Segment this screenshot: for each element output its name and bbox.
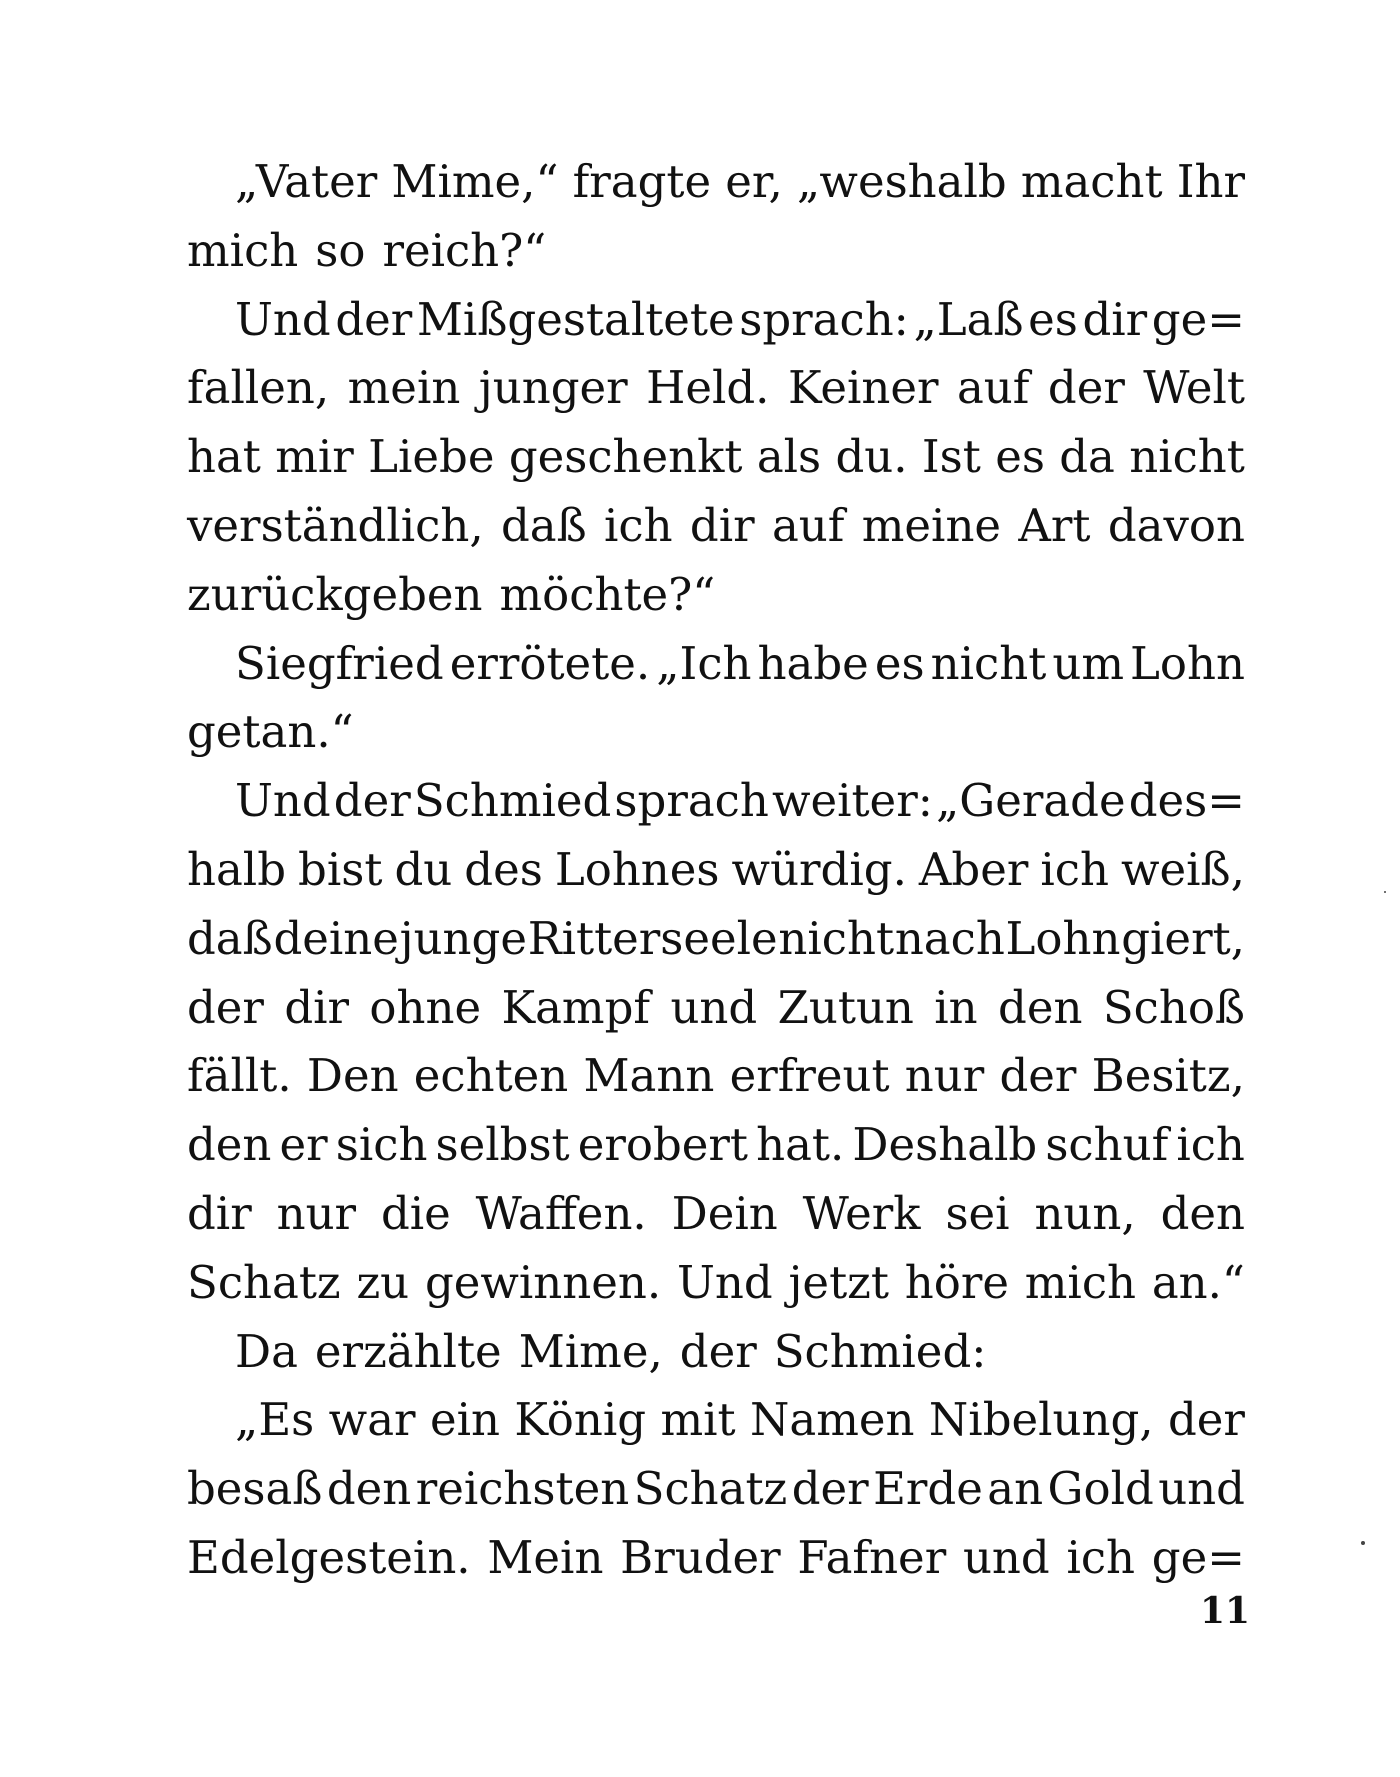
word: hat.: [756, 1118, 845, 1172]
word: echten: [413, 1049, 569, 1103]
word: reichsten: [415, 1462, 630, 1516]
word: dir: [284, 980, 350, 1034]
word: Mann: [583, 1049, 715, 1103]
word: den: [1160, 1186, 1245, 1240]
word: so: [315, 223, 366, 277]
word: Und: [235, 774, 331, 828]
word: selbst: [435, 1118, 570, 1172]
word: „Gerade: [935, 774, 1126, 828]
ink-speck: [1361, 1541, 1365, 1545]
word: war: [328, 1393, 416, 1447]
word: nicht: [930, 636, 1047, 690]
word: Schmied:: [773, 1324, 987, 1378]
word: daß: [187, 911, 273, 965]
word: nun,: [1034, 1186, 1136, 1240]
word: Aber: [918, 842, 1029, 896]
word: Dein: [671, 1186, 778, 1240]
word: mir: [275, 430, 354, 484]
word: des: [464, 842, 543, 896]
word: König: [514, 1393, 647, 1447]
word: erobert: [577, 1118, 749, 1172]
word: an.“: [1151, 1255, 1245, 1309]
word: Schatz: [187, 1255, 341, 1309]
word: mich: [1024, 1255, 1137, 1309]
word: Und: [235, 292, 331, 346]
word: der: [1047, 361, 1125, 415]
word: Da: [235, 1324, 298, 1378]
word: Edelgestein.: [187, 1530, 471, 1584]
word: Ist: [921, 430, 981, 484]
word: mich: [187, 223, 299, 277]
word: sich: [335, 1118, 428, 1172]
word: „Vater: [235, 155, 378, 208]
word: Held.: [646, 361, 770, 415]
word: erfreut: [729, 1049, 890, 1103]
word: weiß,: [1121, 842, 1245, 896]
text-line: [187, 905, 1245, 974]
word: ge=: [1151, 1530, 1245, 1584]
word: nur: [904, 1049, 985, 1103]
word: sprach:: [739, 292, 909, 346]
word: der: [335, 292, 413, 346]
word: „Laß: [913, 292, 1024, 346]
word: Schoß: [1102, 980, 1245, 1034]
word: „weshalb: [796, 155, 1007, 208]
word: mein: [347, 361, 461, 415]
word: die: [380, 1186, 451, 1240]
word: in: [934, 980, 978, 1034]
text-line: [187, 698, 1245, 767]
word: und: [670, 980, 758, 1034]
word: Art: [1018, 498, 1091, 552]
word: der: [333, 774, 411, 828]
word: er,: [725, 155, 783, 208]
word: Ritterseele: [527, 911, 778, 965]
word: es: [874, 636, 925, 690]
word: fällt.: [187, 1049, 292, 1103]
word: möchte?“: [499, 567, 716, 621]
word: er: [279, 1118, 328, 1172]
word: ich: [1040, 842, 1109, 896]
word: Siegfried: [235, 636, 444, 690]
word: auf: [771, 498, 845, 552]
text-line: [187, 1386, 1245, 1455]
word: besaß: [187, 1462, 323, 1516]
word: nur: [276, 1186, 357, 1240]
word: ohne: [369, 980, 482, 1034]
word: Nibelung,: [928, 1393, 1154, 1447]
word: Zutun: [777, 980, 914, 1034]
word: Lohn: [1130, 636, 1245, 690]
word: sprach: [614, 774, 769, 828]
word: hat: [187, 430, 261, 484]
word: Ihr: [1176, 155, 1245, 208]
word: nach: [894, 911, 1005, 965]
word: dir: [187, 1186, 252, 1240]
word: daß: [500, 498, 587, 552]
word: habe: [757, 636, 869, 690]
word: an: [987, 1462, 1044, 1516]
text-line: [187, 492, 1245, 561]
text-line: [187, 286, 1245, 355]
word: schuf: [1045, 1118, 1169, 1172]
word: der: [679, 1324, 757, 1378]
word: fragte: [572, 155, 712, 208]
word: Kampf: [501, 980, 651, 1034]
word: Lohnes: [554, 842, 720, 896]
text-line: [187, 1524, 1245, 1593]
word: „Es: [235, 1393, 315, 1447]
word: Mime,: [518, 1324, 663, 1378]
word: den: [326, 1462, 412, 1516]
word: Und: [676, 1255, 773, 1309]
word: Erde: [873, 1462, 983, 1516]
word: bist: [298, 842, 383, 896]
word: jetzt: [788, 1255, 889, 1309]
word: dir: [1082, 292, 1148, 346]
word: der: [791, 1462, 869, 1516]
word: du: [394, 842, 453, 896]
word: Keiner: [787, 361, 939, 415]
text-line: [187, 1042, 1245, 1111]
text-line: [187, 974, 1245, 1043]
word: der: [187, 980, 264, 1034]
text-line: [187, 836, 1245, 905]
word: Den: [306, 1049, 399, 1103]
word: Mime,“: [391, 155, 559, 208]
word: es: [1028, 292, 1078, 346]
word: deine: [273, 911, 399, 965]
text-line: [187, 148, 1245, 217]
text-line: [187, 423, 1245, 492]
word: dir: [689, 498, 755, 552]
word: meine: [861, 498, 1002, 552]
word: es: [995, 430, 1045, 484]
word: reich?“: [382, 223, 547, 277]
word: davon: [1107, 498, 1245, 552]
word: junger: [478, 361, 628, 415]
word: Schatz: [633, 1462, 788, 1516]
word: da: [1059, 430, 1115, 484]
word: ein: [429, 1393, 500, 1447]
word: getan.“: [187, 705, 354, 759]
word: „Ich: [656, 636, 752, 690]
word: Mißgestaltete: [416, 292, 735, 346]
text-line: [187, 1455, 1245, 1524]
text-line: [187, 1111, 1245, 1180]
text-line: [187, 630, 1245, 699]
word: junge: [399, 911, 527, 965]
text-line: [187, 1249, 1245, 1318]
word: Waffen.: [475, 1186, 647, 1240]
word: weiter:: [771, 774, 933, 828]
text-line: [187, 767, 1245, 836]
ink-speck: [1384, 891, 1386, 893]
page-number: 11: [1200, 1590, 1251, 1632]
word: zurückgeben: [187, 567, 483, 621]
word: Deshalb: [852, 1118, 1038, 1172]
text-line: [187, 1180, 1245, 1249]
word: errötete.: [449, 636, 651, 690]
text-line: [187, 1318, 1245, 1387]
text-line: [187, 354, 1245, 423]
word: ich: [1176, 1118, 1245, 1172]
word: zu: [356, 1255, 410, 1309]
word: Welt: [1143, 361, 1245, 415]
word: Fafner: [797, 1530, 947, 1584]
word: des=: [1128, 774, 1245, 828]
word: Werk: [802, 1186, 921, 1240]
word: als: [756, 430, 822, 484]
word: du.: [835, 430, 908, 484]
word: gewinnen.: [424, 1255, 662, 1309]
word: nicht: [778, 911, 895, 965]
word: ge=: [1151, 292, 1245, 346]
body-text: [187, 148, 1245, 1593]
text-line: [187, 217, 1245, 286]
word: der: [1168, 1393, 1245, 1447]
word: Namen: [750, 1393, 915, 1447]
word: der: [999, 1049, 1077, 1103]
word: ich: [604, 498, 673, 552]
word: nicht: [1129, 430, 1245, 484]
word: Schmied: [413, 774, 612, 828]
word: den: [187, 1118, 272, 1172]
word: Lohn: [1005, 911, 1121, 965]
text-line: [187, 561, 1245, 630]
word: um: [1052, 636, 1124, 690]
word: würdig.: [731, 842, 907, 896]
word: geschenkt: [508, 430, 743, 484]
word: Mein: [487, 1530, 604, 1584]
word: giert,: [1121, 911, 1245, 965]
word: sei: [945, 1186, 1010, 1240]
word: mit: [660, 1393, 736, 1447]
word: fallen,: [187, 361, 330, 415]
word: erzählte: [314, 1324, 502, 1378]
word: auf: [956, 361, 1030, 415]
word: Liebe: [368, 430, 495, 484]
word: und: [962, 1530, 1050, 1584]
word: verständlich,: [187, 498, 484, 552]
word: ich: [1066, 1530, 1136, 1584]
word: und: [1158, 1462, 1245, 1516]
word: halb: [187, 842, 287, 896]
word: Bruder: [620, 1530, 781, 1584]
word: Gold: [1047, 1462, 1154, 1516]
word: macht: [1020, 155, 1163, 208]
word: höre: [904, 1255, 1009, 1309]
word: Besitz,: [1091, 1049, 1245, 1103]
word: den: [998, 980, 1083, 1034]
